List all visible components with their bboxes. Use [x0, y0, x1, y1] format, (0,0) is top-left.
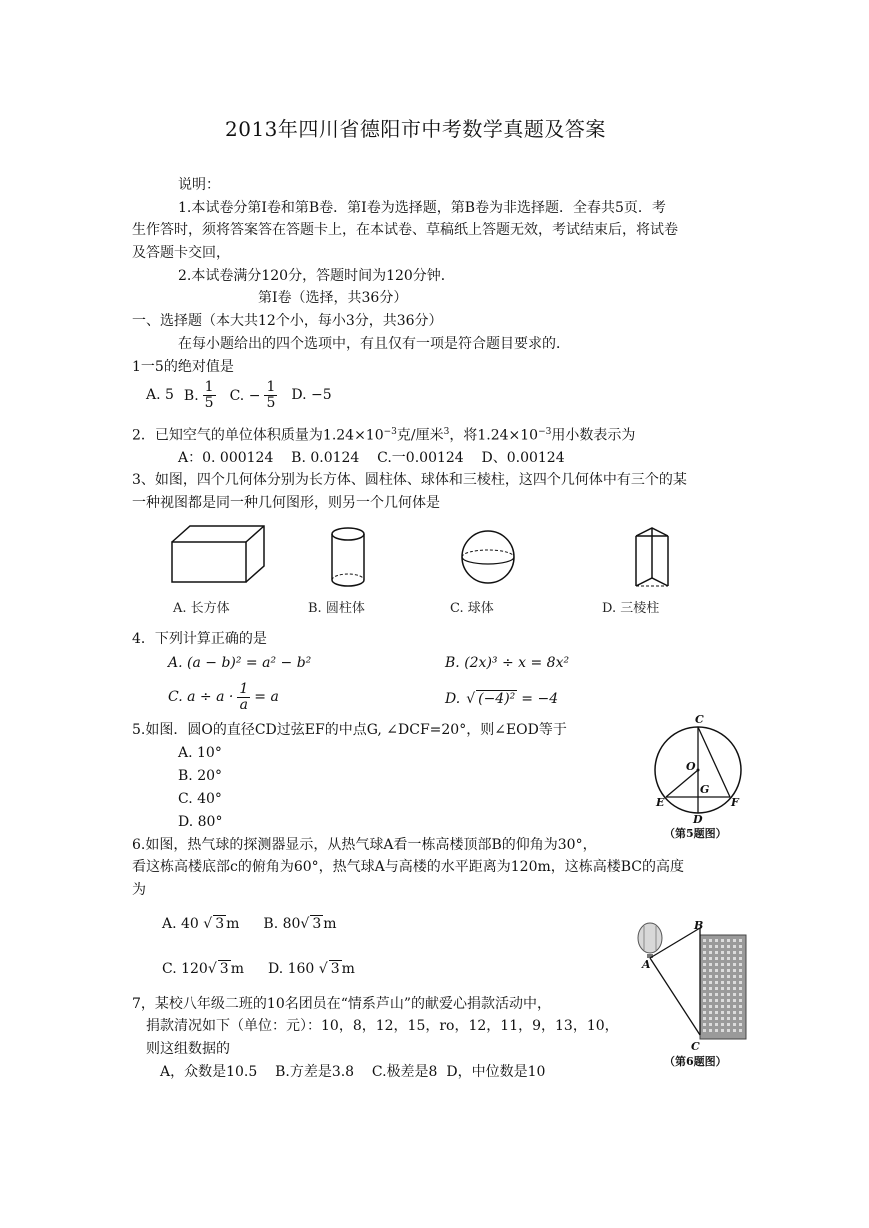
section-heading: 一、选择题（本大共12个小，每小3分，共36分）	[132, 313, 443, 329]
q3-caption-d: D. 三棱柱	[602, 601, 660, 616]
figure-5-caption: （第5题图）	[664, 827, 727, 840]
q6-option-a: A. 40 √ 3 m	[162, 916, 240, 932]
q5-stem: 5.如图．圆O的直径CD过弦EF的中点G, ∠DCF=20°，则∠EOD等于	[132, 722, 567, 738]
q6-stem-a: 6.如图，热气球的探测器显示，从热气球A看一栋高楼顶部B的仰角为30°，	[132, 837, 597, 853]
q7-stem-c: 则这组数据的	[146, 1041, 230, 1057]
balloon-building-figure	[632, 918, 752, 1048]
q6-stem-c: 为	[132, 882, 146, 898]
q3-caption-c: C. 球体	[450, 601, 494, 616]
q2-stem: 2．已知空气的单位体积质量为$1.24\times 10^{-3}$克/厘米$^3$，将$1.24\times 10^{-3}$用小数表示为	[132, 427, 636, 444]
q7-stem-b: 捐款清况如下（单位：元）：10，8，12，15，ro，12，11，9，13，10，	[146, 1018, 619, 1034]
q1-stem: 1一5的绝对值是	[132, 359, 234, 375]
intro-note-2: 2.本试卷满分120分，答题时间为120分钟．	[178, 268, 455, 284]
circle-geometry-figure	[650, 712, 750, 827]
intro-note-1b: 生作答时，须将答案答在答题卡上，在本试卷、草稿纸上答题无效，考试结束后，将试卷	[132, 222, 678, 238]
q6-option-d: D. 160 √ 3 m	[267, 961, 355, 977]
q1-option-d: D. −5	[291, 387, 332, 404]
q3-caption-b: B. 圆柱体	[308, 601, 365, 616]
q5-option-a: A. 10°	[178, 745, 222, 761]
label-a: A	[642, 958, 651, 971]
q1-option-c-fraction: $\frac{1}{5}$	[266, 379, 276, 412]
cuboid-figure	[168, 522, 268, 588]
q1-option-a: A. 5	[146, 387, 174, 404]
q5-option-c: C. 40°	[178, 791, 222, 807]
q1-option-b: B. $\frac{1}{5}$	[183, 379, 214, 412]
q1-option-c: C. − $\frac{1}{5}$	[229, 379, 276, 412]
part-1-heading: 第Ⅰ卷（选择，共36分）	[258, 290, 408, 306]
label-o: O	[686, 760, 696, 773]
sqrt-sign: √	[466, 690, 476, 707]
cylinder-figure	[325, 524, 371, 590]
q6-options-row-2	[162, 961, 355, 978]
label-d: D	[693, 813, 703, 826]
section-instruction: 在每小题给出的四个选项中，有且仅有一项是符合题目要求的．	[178, 336, 570, 352]
intro-note-1a: 1.本试卷分第Ⅰ卷和第B卷．第Ⅰ卷为选择题，第B卷为非选择题．全春共5页．考	[178, 200, 666, 216]
q2-options: A：0. 000124 B. 0.0124 C.一0.00124 D、0.00124	[178, 450, 565, 466]
figure-6-caption: （第6题图）	[664, 1055, 727, 1068]
q5-option-d: D. 80°	[178, 814, 223, 830]
q3-stem-a: 3、如图，四个几何体分别为长方体、圆柱体、球体和三棱柱，这四个几何体中有三个的某	[132, 472, 687, 488]
q6-stem-b: 看这栋高楼底部c的俯角为60°，热气球A与高楼的水平距离为120m，这栋高楼BC的高度	[132, 859, 685, 875]
q1-option-b-fraction: $\frac{1}{5}$	[204, 379, 214, 412]
q4-option-a: A. (a − b)² = a² − b²	[168, 655, 312, 671]
triangular-prism-figure	[630, 524, 674, 592]
label-b: B	[694, 919, 704, 932]
q7-stem-a: 7，某校八年级二班的10名团员在“情系芦山”的献爱心捐款活动中，	[132, 996, 552, 1012]
page-title: 2013年四川省德阳市中考数学真题及答案	[225, 117, 606, 141]
q6-options-row-1	[162, 916, 337, 933]
intro-heading: 说明：	[178, 177, 220, 193]
q4-option-c: C. a ÷ a · $\frac{1}{a}$ = a	[168, 681, 279, 714]
q4-option-b: B. (2x)³ ÷ x = 8x²	[445, 655, 570, 671]
intro-note-1c: 及答题卡交回，	[132, 245, 230, 261]
q3-caption-a: A. 长方体	[173, 601, 230, 616]
q6-option-b: B. 80√ 3 m	[263, 916, 337, 932]
q7-options: A，众数是10.5 B.方差是3.8 C.极差是8 D，中位数是10	[160, 1064, 546, 1080]
q4-option-c-fraction: $\frac{1}{a}$	[239, 681, 249, 714]
q4-stem: 4．下列计算正确的是	[132, 631, 267, 647]
q4-option-d: D. √ (−4)² = −4	[445, 690, 559, 707]
label-g: G	[700, 783, 710, 796]
label-c-building: C	[691, 1040, 700, 1053]
q1-options	[146, 380, 332, 412]
label-f: F	[731, 796, 739, 809]
q6-option-c: C. 120√ 3 m	[162, 961, 244, 977]
sphere-figure	[458, 527, 518, 587]
q3-stem-b: 一种视图都是同一种几何图形，则另一个几何体是	[132, 495, 440, 511]
label-e: E	[656, 796, 665, 809]
label-c: C	[695, 713, 704, 726]
q5-option-b: B. 20°	[178, 768, 223, 784]
